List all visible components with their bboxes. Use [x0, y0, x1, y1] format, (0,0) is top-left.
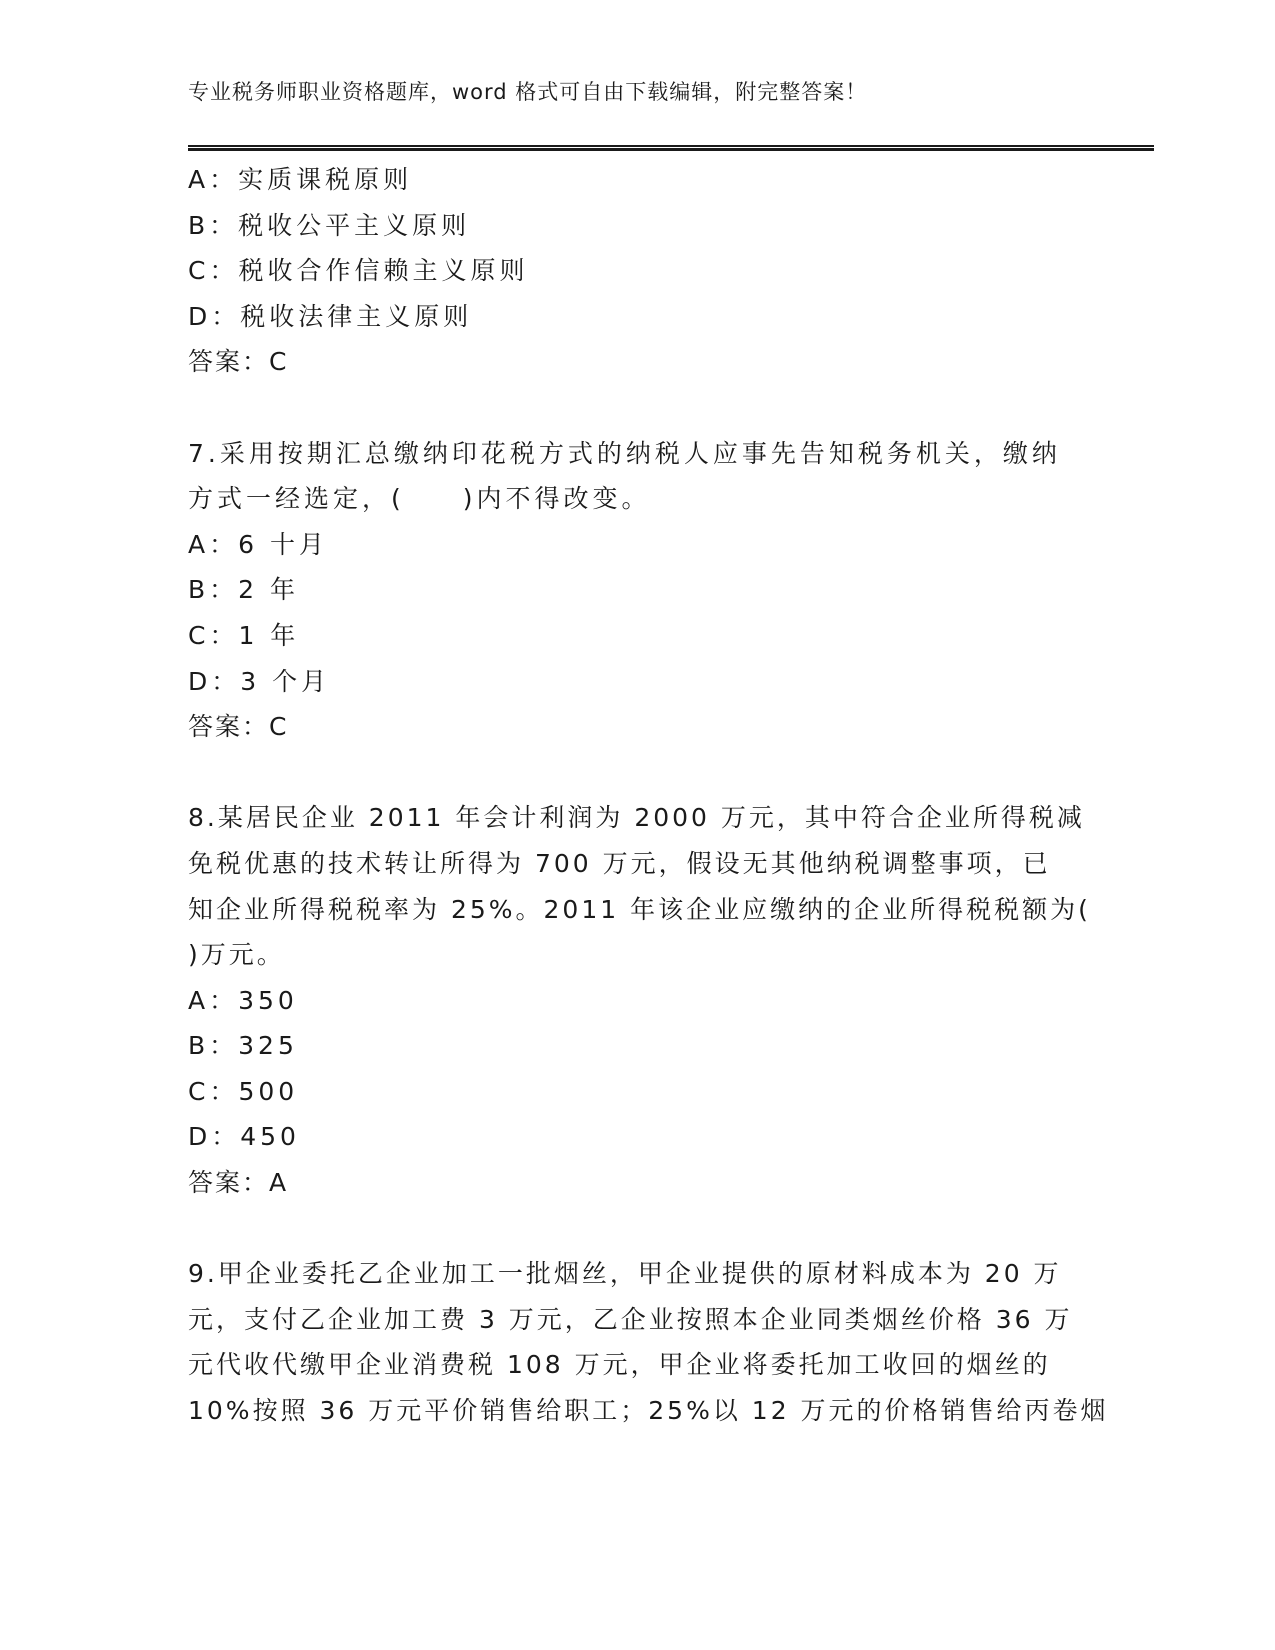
option-a: A：6 十月 [188, 529, 328, 559]
option-c: C：税收合作信赖主义原则 [188, 256, 529, 286]
question-stem-line: 元代收代缴甲企业消费税 108 万元，甲企业将委托加工收回的烟丝的 [188, 1350, 1051, 1380]
header-divider-thick [188, 148, 1154, 151]
header-title: 专业税务师职业资格题库，word 格式可自由下载编辑，附完整答案！ [188, 80, 868, 104]
option-c: C：1 年 [188, 620, 300, 650]
spacer [188, 385, 1088, 431]
question-stem-line: 方式一经选定，( )内不得改变。 [188, 484, 651, 514]
spacer [188, 750, 1088, 796]
option-b: B：325 [188, 1031, 298, 1061]
question-content [188, 157, 1109, 1434]
question-stem-line: 9.甲企业委托乙企业加工一批烟丝，甲企业提供的原材料成本为 20 万 [188, 1259, 1062, 1289]
option-a: A：实质课税原则 [188, 165, 413, 194]
question-stem-line: 10%按照 36 万元平价销售给职工；25%以 12 万元的价格销售给丙卷烟 [188, 1396, 1109, 1426]
answer: 答案：A [188, 1168, 289, 1198]
answer: 答案：C [188, 712, 289, 742]
question-stem-line: 知企业所得税税率为 25%。2011 年该企业应缴纳的企业所得税税额为( [188, 894, 1091, 924]
question-stem-line: 元，支付乙企业加工费 3 万元，乙企业按照本企业同类烟丝价格 36 万 [188, 1304, 1073, 1334]
option-c: C：500 [188, 1076, 299, 1106]
header-divider-thin [188, 145, 1154, 147]
option-d: D：税收法律主义原则 [188, 301, 473, 331]
question-stem-line: )万元。 [188, 940, 285, 970]
question-8 [188, 795, 1091, 1205]
question-7 [188, 431, 1088, 750]
option-b: B：税收公平主义原则 [188, 210, 471, 240]
question-9 [188, 1251, 1109, 1433]
question-stem-line: 免税优惠的技术转让所得为 700 万元，假设无其他纳税调整事项，已 [188, 848, 1051, 878]
answer: 答案：C [188, 347, 289, 377]
option-d: D：3 个月 [188, 666, 331, 696]
spacer [188, 1206, 1088, 1252]
option-b: B：2 年 [188, 575, 300, 605]
question-stem-line: 8.某居民企业 2011 年会计利润为 2000 万元，其中符合企业所得税减 [188, 803, 1085, 833]
question-6 [188, 157, 1088, 385]
option-d: D：450 [188, 1122, 300, 1152]
option-a: A：350 [188, 985, 298, 1015]
question-stem-line: 7.采用按期汇总缴纳印花税方式的纳税人应事先告知税务机关，缴纳 [188, 438, 1061, 468]
